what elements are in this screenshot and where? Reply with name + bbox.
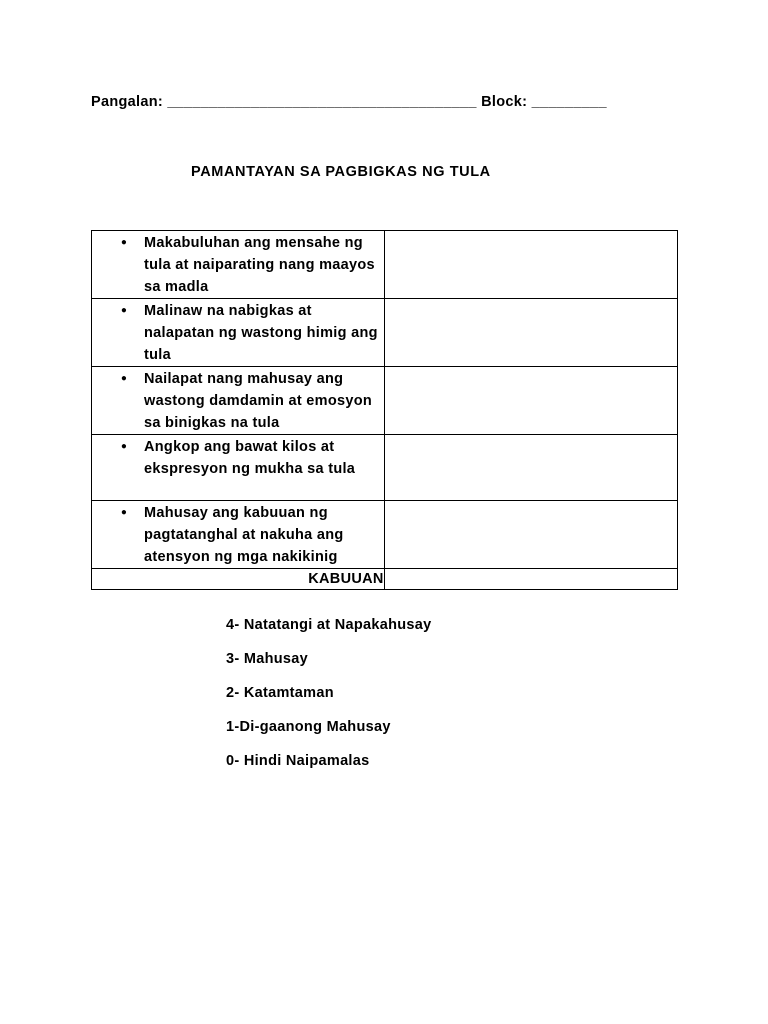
table-row xyxy=(92,299,678,367)
score-cell[interactable] xyxy=(384,435,677,501)
bullet-icon: ● xyxy=(120,373,128,384)
table-row xyxy=(92,435,678,501)
criterion-cell xyxy=(92,231,385,299)
bullet-icon: ● xyxy=(120,237,128,248)
bullet-icon: ● xyxy=(120,441,128,452)
rubric-table xyxy=(91,230,678,590)
table-row xyxy=(92,231,678,299)
score-cell[interactable] xyxy=(384,367,677,435)
criterion-text: Angkop ang bawat kilos at ekspresyon ng mukha sa tula xyxy=(144,439,356,477)
scale-item: 0- Hindi Naipamalas xyxy=(226,753,370,769)
criterion-cell xyxy=(92,501,385,569)
criterion-text: Malinaw na nabigkas at nalapatan ng wastong himig ang tula xyxy=(144,303,378,363)
total-row xyxy=(92,569,678,590)
score-cell[interactable] xyxy=(384,231,677,299)
score-cell[interactable] xyxy=(384,299,677,367)
scale-item: 2- Katamtaman xyxy=(226,685,334,701)
scale-item: 3- Mahusay xyxy=(226,651,308,667)
rating-scale xyxy=(226,615,432,785)
criterion-cell xyxy=(92,299,385,367)
bullet-icon: ● xyxy=(120,305,128,316)
bullet-icon: ● xyxy=(120,507,128,518)
scale-item: 4- Natatangi at Napakahusay xyxy=(226,617,432,633)
criterion-text: Mahusay ang kabuuan ng pagtatanghal at nakuha ang atensyon ng mga nakikinig xyxy=(144,505,344,565)
criterion-text: Makabuluhan ang mensahe ng tula at naiparating nang maayos sa madla xyxy=(144,235,375,295)
table-row xyxy=(92,501,678,569)
criterion-text: Nailapat nang mahusay ang wastong damdamin at emosyon sa binigkas na tula xyxy=(144,371,373,431)
table-row xyxy=(92,367,678,435)
criterion-cell xyxy=(92,435,385,501)
total-label: KABUUAN xyxy=(92,569,385,590)
score-cell[interactable] xyxy=(384,501,677,569)
criterion-cell xyxy=(92,367,385,435)
total-score-cell[interactable] xyxy=(384,569,677,590)
name-block-line: Pangalan: _____________________________________ Block: _________ xyxy=(91,94,607,110)
page-title: PAMANTAYAN SA PAGBIGKAS NG TULA xyxy=(191,164,491,180)
scale-item: 1-Di-gaanong Mahusay xyxy=(226,719,391,735)
